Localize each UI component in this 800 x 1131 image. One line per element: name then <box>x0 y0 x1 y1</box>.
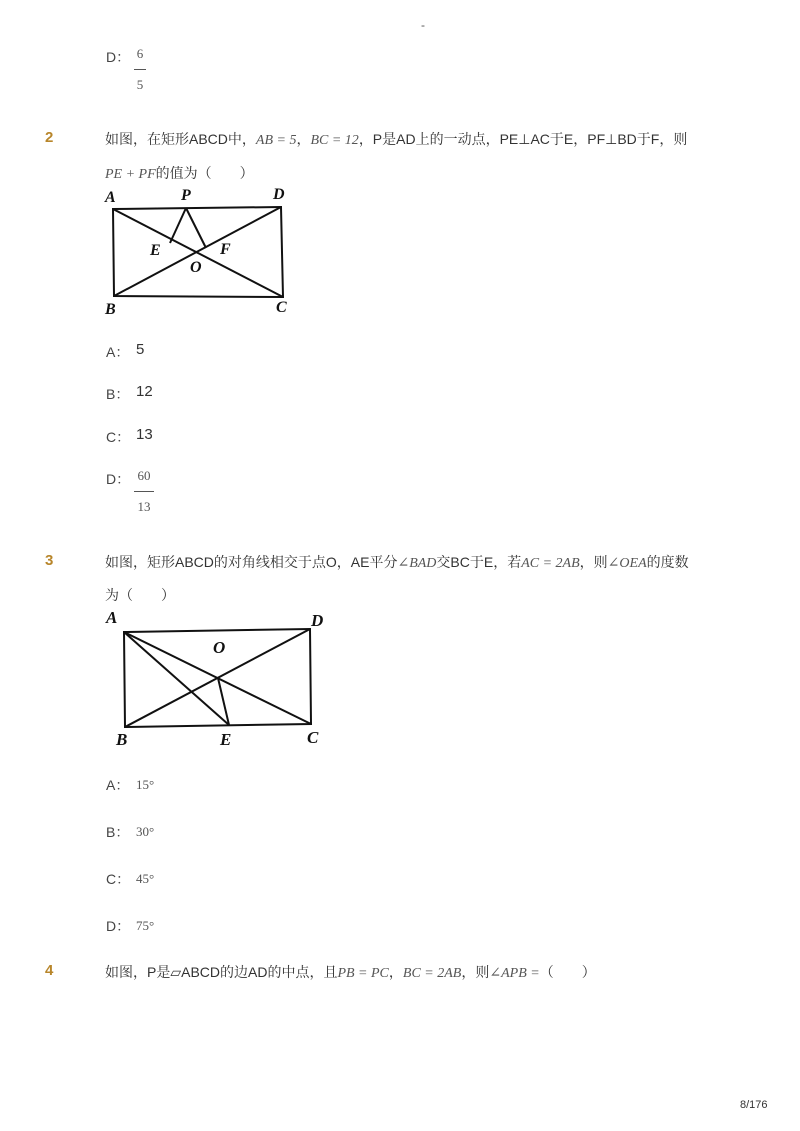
question-text: ， <box>388 964 403 980</box>
math-expression: PE + PF <box>105 167 156 182</box>
math-expression: AC = 2AB <box>521 556 580 571</box>
option-d-fraction <box>134 468 154 515</box>
label-o: O <box>190 259 202 276</box>
question-text: 如图，在矩形ABCD中， <box>105 131 256 147</box>
label-b: B <box>105 301 116 318</box>
option-d-fraction <box>134 46 146 93</box>
header-mark: - <box>421 18 425 32</box>
question-text: 如图，矩形ABCD的对角线相交于点O，AE平分 <box>105 554 398 570</box>
option-a-label: A： <box>106 344 130 360</box>
label-f: F <box>220 241 231 258</box>
option-d-label: D： <box>106 471 131 487</box>
figure-lines <box>113 207 283 297</box>
question-text: 的度数 <box>646 554 689 570</box>
math-expression: ∠BAD <box>397 556 437 571</box>
question-text: 的值为（ ） <box>155 165 254 181</box>
option-d-label: D： <box>106 918 131 934</box>
option-c-value: 13 <box>136 426 153 443</box>
option-a-value: 5 <box>136 341 145 358</box>
math-expression: AB = 5 <box>255 133 297 148</box>
question-text: 交BC于E，若 <box>436 554 522 570</box>
label-p: P <box>181 187 191 204</box>
label-e: E <box>150 242 161 259</box>
option-a-value: 15° <box>136 777 155 792</box>
math-expression: ∠OEA <box>607 556 647 571</box>
question-number: 4 <box>45 962 54 979</box>
fraction-bar <box>134 491 154 492</box>
fraction-numerator: 6 <box>136 46 144 61</box>
label-o: O <box>213 638 226 657</box>
question-text: ，则 <box>579 554 608 570</box>
question-text: （ ） <box>539 964 596 980</box>
question-number: 2 <box>45 129 54 146</box>
label-d: D <box>273 186 285 203</box>
option-c-value: 45° <box>136 871 155 886</box>
question-text: ， <box>296 131 311 147</box>
fraction-denominator: 13 <box>137 499 151 514</box>
question-3-line-2: 为（ ） <box>105 587 175 603</box>
label-a: A <box>106 608 118 627</box>
option-b-label: B： <box>106 386 130 402</box>
question-number: 3 <box>45 552 54 569</box>
question-2-line-1 <box>105 129 687 149</box>
option-c-label: C： <box>106 429 131 445</box>
label-a: A <box>105 189 116 206</box>
option-d-label: D： <box>106 49 131 65</box>
option-c-label: C： <box>106 871 131 887</box>
label-e: E <box>220 730 232 749</box>
rectangle-figure-q3 <box>100 604 340 754</box>
label-c: C <box>307 728 319 747</box>
math-expression: ∠APB = <box>489 966 540 981</box>
question-text: ，则 <box>461 964 490 980</box>
option-a-label: A： <box>106 777 130 793</box>
fraction-denominator: 5 <box>136 77 144 92</box>
label-d: D <box>311 611 324 630</box>
question-3-line-1 <box>105 552 689 572</box>
option-b-label: B： <box>106 824 130 840</box>
fraction-bar <box>134 69 146 70</box>
question-4-line-1 <box>105 962 596 982</box>
segment-pf <box>186 208 206 248</box>
question-text: 如图，P是▱ABCD的边AD的中点，且 <box>105 964 338 980</box>
page-number: 8/176 <box>740 1099 768 1111</box>
segment-pe <box>170 208 186 243</box>
label-b: B <box>116 730 128 749</box>
math-expression: BC = 2AB <box>402 966 462 981</box>
option-b-value: 12 <box>136 383 153 400</box>
math-expression: BC = 12 <box>310 133 359 148</box>
option-d-value: 75° <box>136 918 155 933</box>
question-2-line-2 <box>105 163 254 183</box>
fraction-numerator: 60 <box>137 468 151 483</box>
option-b-value: 30° <box>136 824 155 839</box>
question-text: ，P是AD上的一动点，PE⊥AC于E，PF⊥BD于F，则 <box>358 131 688 147</box>
label-c: C <box>276 299 287 316</box>
rectangle-figure-q2 <box>100 182 330 322</box>
math-expression: PB = PC <box>337 966 389 981</box>
